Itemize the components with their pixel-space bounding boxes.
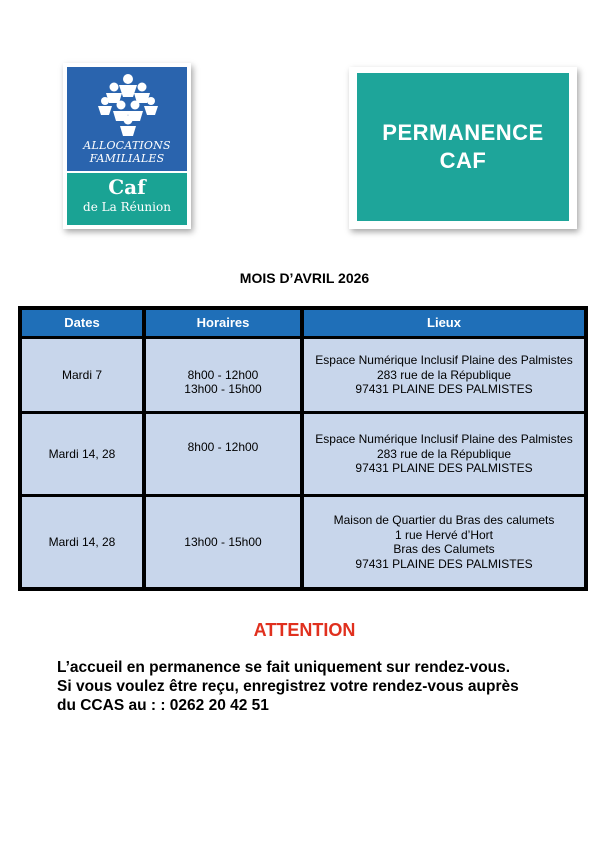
date-text: Mardi 7: [61, 367, 102, 382]
header-horaires: Horaires: [146, 310, 300, 336]
permanence-panel: [357, 73, 569, 221]
table-row-3-place: [304, 497, 584, 587]
place-line: 283 rue de la République: [376, 367, 512, 382]
table-row-1-hours: [146, 339, 300, 411]
people-family-icon: [97, 73, 159, 137]
date-text: Mardi 14, 28: [48, 446, 116, 461]
logo-line-allocations: ALLOCATIONS: [83, 139, 171, 152]
permanence-title: PERMANENCE: [382, 120, 544, 145]
schedule-table: [18, 306, 588, 591]
hours-line: 13h00 - 15h00: [184, 534, 262, 549]
logo-caf-text: Caf: [108, 175, 146, 199]
place-line: Espace Numérique Inclusif Plaine des Palmistes: [315, 432, 573, 447]
hours-line: 8h00 - 12h00: [187, 367, 259, 382]
table-row-3-date: [22, 497, 142, 587]
logo-teal-panel: [67, 173, 187, 225]
place-line: 1 rue Hervé d’Hort: [394, 527, 494, 542]
caf-logo: [63, 63, 191, 229]
month-title: MOIS D’AVRIL 2026: [239, 270, 370, 286]
place-line: Maison de Quartier du Bras des calumets: [333, 513, 555, 527]
permanence-caf-box: [349, 67, 577, 229]
appointment-notice: [57, 658, 577, 715]
table-row-1-date: [22, 339, 142, 411]
logo-blue-panel: [67, 67, 187, 171]
place-line: Bras des Calumets: [393, 542, 495, 556]
date-text: Mardi 14, 28: [48, 534, 116, 549]
place-line: 97431 PLAINE DES PALMISTES: [355, 382, 533, 397]
notice-line-2: Si vous voulez être reçu, enregistrez votre rendez-vous auprès: [57, 678, 519, 695]
logo-region-text: de La Réunion: [83, 200, 171, 214]
hours-line: 8h00 - 12h00: [187, 440, 259, 454]
place-line: Espace Numérique Inclusif Plaine des Palmistes: [315, 353, 573, 368]
header-dates: Dates: [22, 310, 142, 336]
place-line: 97431 PLAINE DES PALMISTES: [355, 556, 533, 571]
logo-line-familiales: FAMILIALES: [89, 152, 165, 165]
table-row-2-date: [22, 414, 142, 494]
hours-line: 13h00 - 15h00: [184, 382, 262, 396]
permanence-caf-label: CAF: [439, 148, 487, 173]
table-row-2-hours: [146, 414, 300, 494]
table-row-3-hours: [146, 497, 300, 587]
notice-line-3: du CCAS au : : 0262 20 42 51: [57, 697, 269, 714]
place-line: 283 rue de la République: [376, 446, 512, 461]
place-line: 97431 PLAINE DES PALMISTES: [355, 461, 533, 476]
table-row-1-place: [304, 339, 584, 411]
attention-title: ATTENTION: [253, 620, 356, 640]
table-row-2-place: [304, 414, 584, 494]
notice-line-1: L’accueil en permanence se fait uniquement sur rendez-vous.: [57, 659, 511, 676]
header-lieux: Lieux: [304, 310, 584, 336]
